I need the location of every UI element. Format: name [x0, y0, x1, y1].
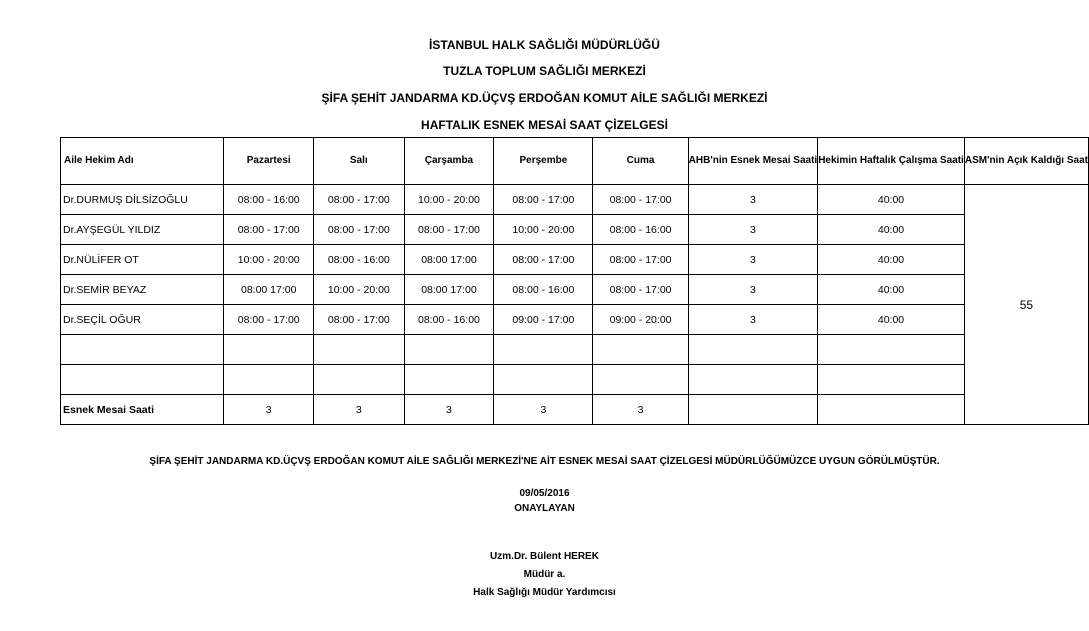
col-header-tuesday: Salı	[314, 138, 405, 185]
ahb-flex-hours: 3	[688, 185, 818, 215]
tuesday-hours: 10:00 - 20:00	[314, 275, 405, 305]
monday-hours: 08:00 - 17:00	[224, 305, 314, 335]
weekly-hours: 40:00	[818, 275, 965, 305]
schedule-table	[60, 137, 1089, 425]
friday-hours: 08:00 - 16:00	[593, 215, 688, 245]
wednesday-hours: 08:00 - 16:00	[404, 305, 494, 335]
ahb-flex-hours: 3	[688, 275, 818, 305]
signer-position: Halk Sağlığı Müdür Yardımcısı	[473, 587, 616, 598]
table-row	[61, 305, 1089, 335]
empty-cell	[494, 335, 593, 365]
friday-hours: 08:00 - 17:00	[593, 185, 688, 215]
empty-cell	[404, 365, 494, 395]
thursday-flex-total: 3	[494, 395, 593, 425]
thursday-hours: 08:00 - 17:00	[494, 245, 593, 275]
doctor-name: Dr.SEÇİL OĞUR	[61, 305, 224, 335]
tuesday-hours: 08:00 - 16:00	[314, 245, 405, 275]
approval-date: 09/05/2016	[519, 488, 570, 499]
thursday-hours: 09:00 - 17:00	[494, 305, 593, 335]
approval-statement: ŞİFA ŞEHİT JANDARMA KD.ÜÇVŞ ERDOĞAN KOMUT AİLE SAĞLIĞI MERKEZİ'NE AİT ESNEK MESAİ SAAT ÇİZELGESİ MÜDÜRLÜĞÜMÜZCE UYGUN GÖRÜLMÜŞTÜR.	[149, 456, 940, 467]
friday-hours: 09:00 - 20:00	[593, 305, 688, 335]
tuesday-hours: 08:00 - 17:00	[314, 305, 405, 335]
doctor-name: Dr.AYŞEGÜL YILDIZ	[61, 215, 224, 245]
signer-name: Uzm.Dr. Bülent HEREK	[490, 551, 599, 562]
col-header-asm-open: ASM'nin Açık Kaldığı Saat	[964, 138, 1088, 185]
col-header-name: Aile Hekim Adı	[61, 138, 224, 185]
monday-hours: 08:00 17:00	[224, 275, 314, 305]
tuesday-hours: 08:00 - 17:00	[314, 185, 405, 215]
col-header-weekly-hours: Hekimin Haftalık Çalışma Saati	[818, 138, 965, 185]
empty-cell	[818, 365, 965, 395]
doctor-name: Dr.SEMİR BEYAZ	[61, 275, 224, 305]
doctor-name: Dr.DURMUŞ DİLSİZOĞLU	[61, 185, 224, 215]
doctor-name: Dr.NÜLİFER OT	[61, 245, 224, 275]
wednesday-hours: 08:00 17:00	[404, 275, 494, 305]
empty-cell	[688, 365, 818, 395]
col-header-ahb-flex: AHB'nin Esnek Mesai Saati	[688, 138, 818, 185]
table-row	[61, 215, 1089, 245]
empty-cell	[818, 335, 965, 365]
weekly-hours: 40:00	[818, 185, 965, 215]
empty-cell	[224, 335, 314, 365]
empty-cell	[688, 335, 818, 365]
clinic-title: ŞİFA ŞEHİT JANDARMA KD.ÜÇVŞ ERDOĞAN KOMUT AİLE SAĞLIĞI MERKEZİ	[321, 91, 768, 105]
wednesday-hours: 08:00 - 17:00	[404, 215, 494, 245]
empty-cell	[61, 335, 224, 365]
ahb-flex-hours: 3	[688, 305, 818, 335]
col-header-friday: Cuma	[593, 138, 688, 185]
col-header-thursday: Perşembe	[494, 138, 593, 185]
thursday-hours: 08:00 - 16:00	[494, 275, 593, 305]
col-header-wednesday: Çarşamba	[404, 138, 494, 185]
table-row	[61, 185, 1089, 215]
table-row	[61, 245, 1089, 275]
weekly-hours: 40:00	[818, 215, 965, 245]
friday-hours: 08:00 - 17:00	[593, 275, 688, 305]
asm-open-hours: 55	[964, 185, 1088, 425]
friday-hours: 08:00 - 17:00	[593, 245, 688, 275]
weekly-hours: 40:00	[818, 305, 965, 335]
wednesday-flex-total: 3	[404, 395, 494, 425]
signer-title: Müdür a.	[523, 569, 566, 580]
monday-hours: 10:00 - 20:00	[224, 245, 314, 275]
monday-hours: 08:00 - 16:00	[224, 185, 314, 215]
wednesday-hours: 08:00 17:00	[404, 245, 494, 275]
friday-flex-total: 3	[593, 395, 688, 425]
empty-cell	[818, 395, 965, 425]
org-title: İSTANBUL HALK SAĞLIĞI MÜDÜRLÜĞÜ	[429, 38, 660, 52]
flex-hours-total-row	[61, 395, 1089, 425]
empty-cell	[314, 335, 405, 365]
empty-cell	[494, 365, 593, 395]
empty-cell	[688, 395, 818, 425]
thursday-hours: 10:00 - 20:00	[494, 215, 593, 245]
approver-label: ONAYLAYAN	[514, 503, 575, 514]
header-row	[61, 138, 1089, 185]
empty-cell	[593, 365, 688, 395]
empty-cell	[61, 365, 224, 395]
ahb-flex-hours: 3	[688, 245, 818, 275]
monday-flex-total: 3	[224, 395, 314, 425]
flex-hours-label: Esnek Mesai Saati	[61, 395, 224, 425]
thursday-hours: 08:00 - 17:00	[494, 185, 593, 215]
empty-row	[61, 365, 1089, 395]
col-header-monday: Pazartesi	[224, 138, 314, 185]
monday-hours: 08:00 - 17:00	[224, 215, 314, 245]
tuesday-hours: 08:00 - 17:00	[314, 215, 405, 245]
center-title: TUZLA TOPLUM SAĞLIĞI MERKEZİ	[443, 64, 646, 78]
empty-row	[61, 335, 1089, 365]
empty-cell	[314, 365, 405, 395]
schedule-title: HAFTALIK ESNEK MESAİ SAAT ÇİZELGESİ	[421, 118, 668, 132]
wednesday-hours: 10:00 - 20:00	[404, 185, 494, 215]
ahb-flex-hours: 3	[688, 215, 818, 245]
weekly-hours: 40:00	[818, 245, 965, 275]
tuesday-flex-total: 3	[314, 395, 405, 425]
empty-cell	[404, 335, 494, 365]
table-row	[61, 275, 1089, 305]
empty-cell	[593, 335, 688, 365]
empty-cell	[224, 365, 314, 395]
